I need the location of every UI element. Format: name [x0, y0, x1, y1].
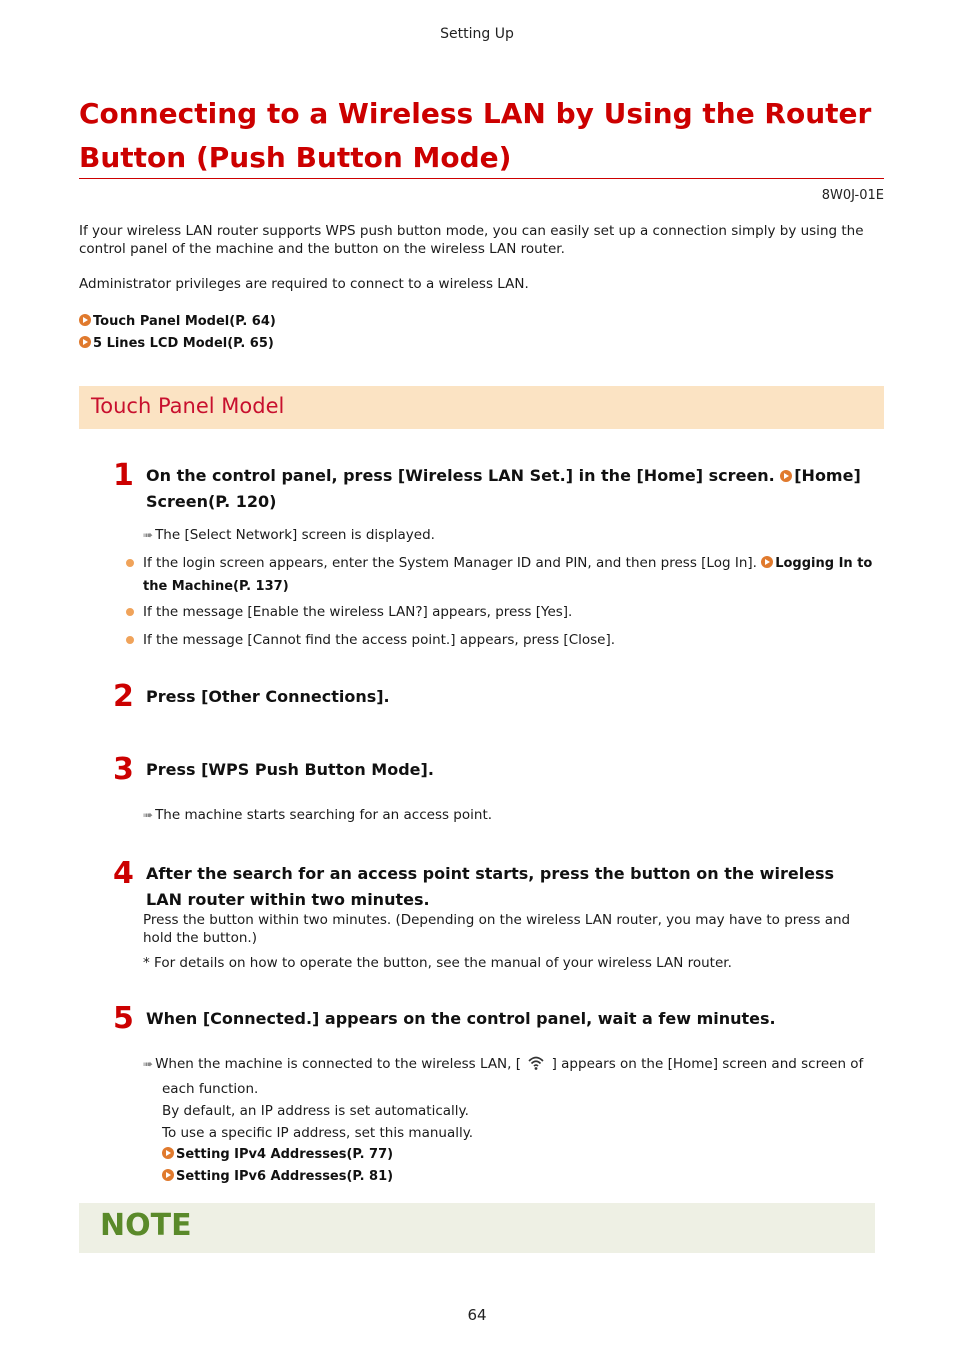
- section-title: Touch Panel Model: [91, 394, 285, 418]
- toc-link-label: 5 Lines LCD Model(P. 65): [93, 336, 274, 351]
- intro-paragraph: If your wireless LAN router supports WPS push button mode, you can easily set up a connection simply by using the control panel of the machine and the button on the wireless LAN router.: [79, 223, 864, 257]
- admin-note-paragraph: Administrator privileges are required to connect to a wireless LAN.: [79, 276, 529, 292]
- toc-link-lcd[interactable]: [79, 334, 884, 353]
- step-text: On the control panel, press [Wireless LAN Set.] in the [Home] screen.: [146, 466, 781, 485]
- bullet-dot: [126, 608, 134, 616]
- step-result-text: The [Select Network] screen is displayed.: [155, 527, 435, 543]
- note-title: NOTE: [100, 1208, 192, 1243]
- link-ipv4[interactable]: [162, 1143, 902, 1166]
- step-number: 5: [113, 1001, 134, 1036]
- play-circle-icon: [780, 470, 792, 482]
- arrow-right-icon: ➠: [143, 528, 154, 542]
- page-title-line-1: Connecting to a Wireless LAN by Using the Router: [79, 97, 872, 130]
- step-result: [143, 804, 883, 826]
- toc-link-touch-panel[interactable]: [79, 312, 884, 331]
- link-label: Setting IPv6 Addresses(P. 81): [176, 1169, 394, 1184]
- step-result-continued: each function.: [162, 1081, 259, 1097]
- note-box: [79, 1203, 875, 1253]
- play-circle-icon: [162, 1169, 174, 1181]
- play-circle-icon: [79, 314, 91, 326]
- bullet-dot: [126, 559, 134, 567]
- step-number: 1: [113, 458, 134, 493]
- page-title-line-2: Button (Push Button Mode): [79, 141, 512, 174]
- step-instruction: Press [WPS Push Button Mode].: [146, 760, 434, 779]
- step-result-text: When the machine is connected to the wireless LAN, [: [155, 1056, 521, 1072]
- bullet-link-label: Logging In to the Machine(P. 137): [143, 556, 873, 594]
- wifi-icon: [527, 1054, 545, 1072]
- page-number: 64: [467, 1306, 487, 1324]
- step-result-text: ] appears on the [Home] screen and screen of: [551, 1056, 864, 1072]
- step-number: 2: [113, 679, 134, 714]
- step-footnote: * For details on how to operate the button, see the manual of your wireless LAN router.: [143, 955, 732, 971]
- page-title: [79, 92, 879, 180]
- step-link-label: [Home] Screen(P. 120): [146, 466, 861, 511]
- play-circle-icon: [79, 336, 91, 348]
- arrow-right-icon: ➠: [143, 1057, 154, 1071]
- step-result-text: The machine starts searching for an access point.: [155, 807, 493, 823]
- link-label: Setting IPv4 Addresses(P. 77): [176, 1147, 394, 1162]
- step-instruction: Press [Other Connections].: [146, 687, 390, 706]
- title-divider: [79, 178, 884, 179]
- step-number: 3: [113, 752, 134, 787]
- bullet-item: If the message [Cannot find the access point.] appears, press [Close].: [143, 632, 616, 648]
- bullet-text: If the login screen appears, enter the System Manager ID and PIN, and then press [Log In].: [143, 555, 762, 571]
- toc-link-label: Touch Panel Model(P. 64): [93, 314, 276, 329]
- bullet-dot: [126, 636, 134, 644]
- play-circle-icon: [761, 556, 773, 568]
- step-detail: Press the button within two minutes. (Depending on the wireless LAN router, you may have to press and hold the button.): [143, 912, 851, 946]
- step-instruction: When [Connected.] appears on the control panel, wait a few minutes.: [146, 1009, 776, 1028]
- bullet-item: If the message [Enable the wireless LAN?] appears, press [Yes].: [143, 604, 573, 620]
- running-header: Setting Up: [440, 26, 514, 42]
- play-circle-icon: [162, 1147, 174, 1159]
- step-result: [143, 1053, 883, 1075]
- document-code: 8W0J-01E: [821, 188, 884, 203]
- bullet-item: [143, 552, 883, 598]
- step-instruction: [146, 463, 866, 515]
- step-number: 4: [113, 856, 134, 891]
- step-result: [143, 524, 883, 546]
- arrow-right-icon: ➠: [143, 808, 154, 822]
- step-result-manual: To use a specific IP address, set this manually.: [162, 1125, 474, 1141]
- link-ipv6[interactable]: [162, 1165, 902, 1188]
- step-instruction: After the search for an access point starts, press the button on the wireless LAN router within two minutes.: [146, 864, 835, 909]
- step-result-default: By default, an IP address is set automatically.: [162, 1103, 469, 1119]
